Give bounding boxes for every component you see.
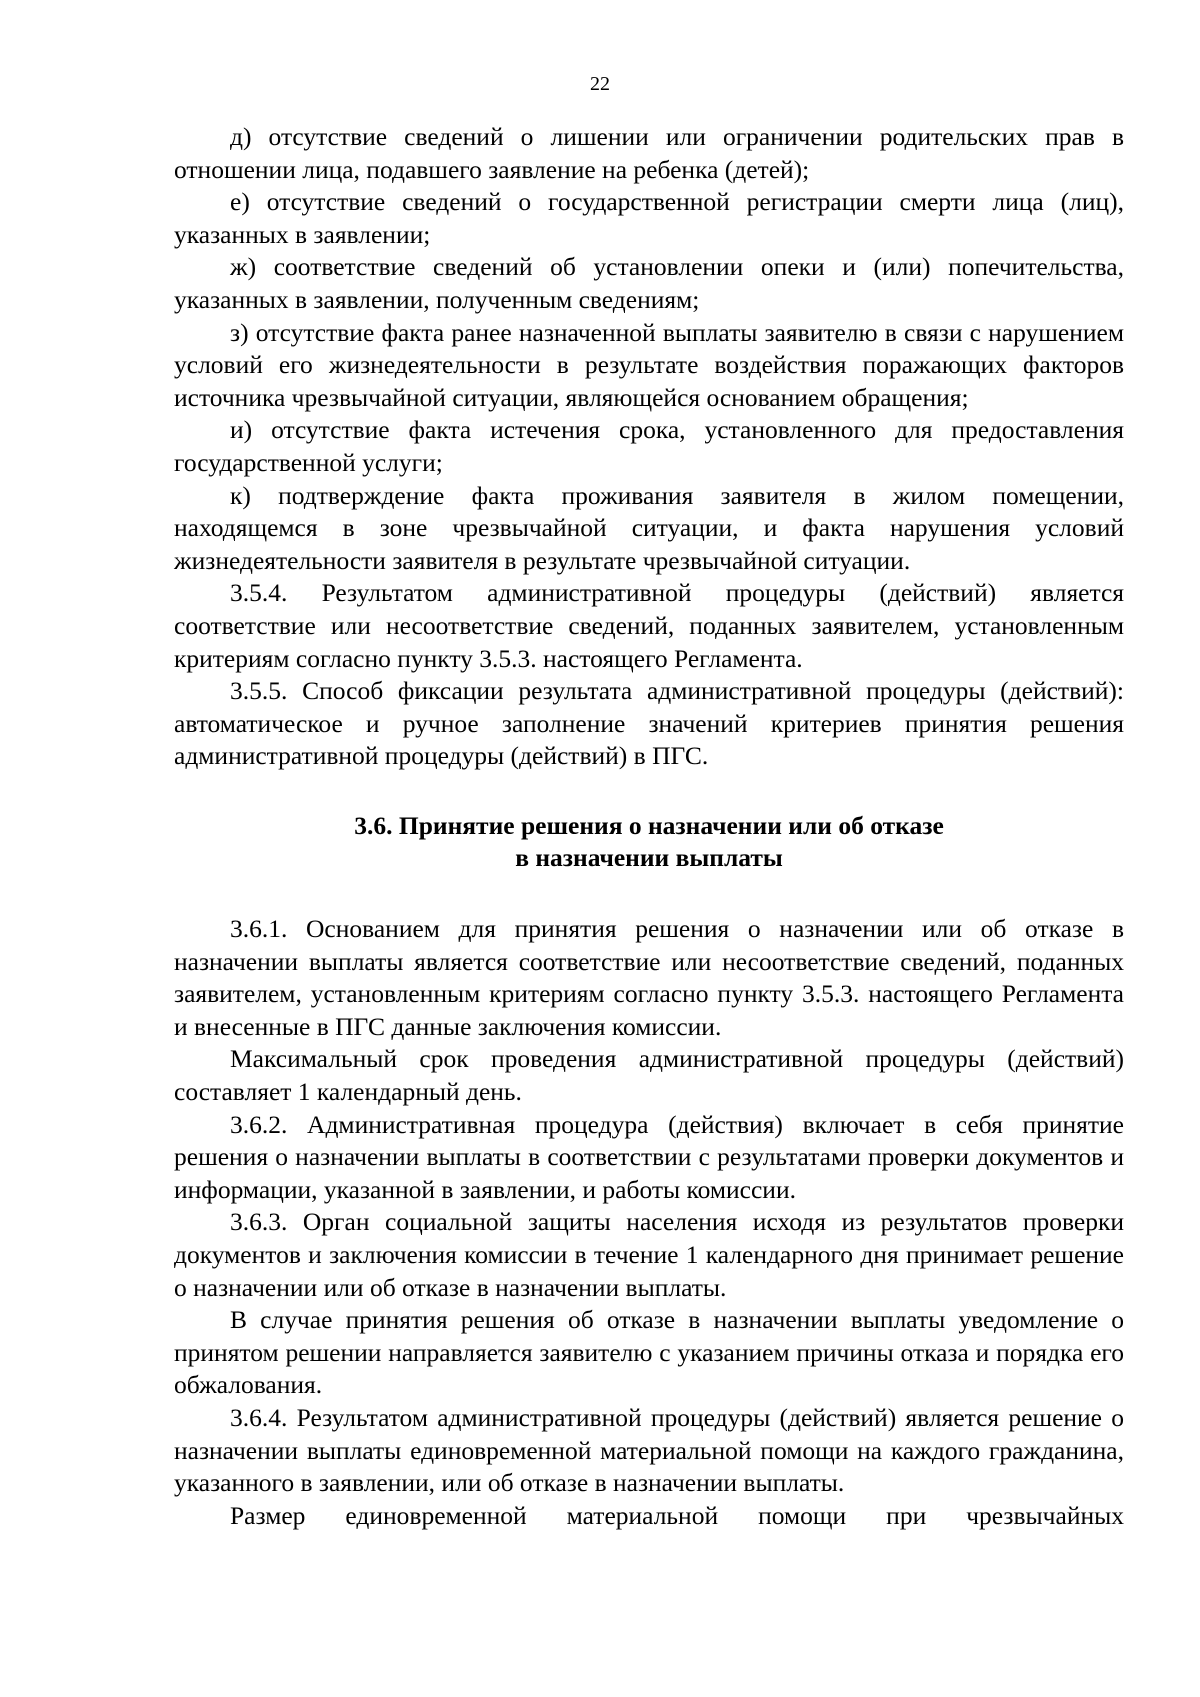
paragraph-zh: ж) соответствие сведений об установлении опеки и (или) попечительства, указанных в заявлении, полученным сведениям; — [174, 252, 1124, 314]
section-heading-3-6 — [174, 810, 1124, 875]
document-body — [174, 121, 1124, 1532]
paragraph-3-6-4: 3.6.4. Результатом административной процедуры (действий) является решение о назначении выплаты единовременной материальной помощи на каждого гражданина, указанного в заявлении, или об отказе в назначении выплаты. — [174, 1402, 1124, 1498]
page-number: 22 — [590, 73, 610, 95]
section-heading-line-1: 3.6. Принятие решения о назначении или об отказе — [354, 810, 944, 840]
paragraph-max-term: Максимальный срок проведения административной процедуры (действий) составляет 1 календарный день. — [174, 1044, 1124, 1107]
paragraph-e: е) отсутствие сведений о государственной регистрации смерти лица (лиц), указанных в заявлении; — [174, 187, 1124, 249]
paragraph-k: к) подтверждение факта проживания заявителя в жилом помещении, находящемся в зоне чрезвычайной ситуации, и факта нарушения условий жизнедеятельности заявителя в результате чрезвычайной ситуации. — [174, 480, 1124, 575]
paragraph-3-6-2: 3.6.2. Административная процедура (действия) включает в себя принятие решения о назначении выплаты в соответствии с результатами проверки документов и информации, указанной в заявлении, и работы комиссии. — [174, 1109, 1124, 1204]
paragraph-3-5-5: 3.5.5. Способ фиксации результата административной процедуры (действий): автоматическое и ручное заполнение значений критериев принятия решения административной процедуры (действий) в ПГС. — [174, 676, 1124, 771]
paragraph-i: и) отсутствие факта истечения срока, установленного для предоставления государственной услуги; — [174, 415, 1124, 477]
section-heading-line-2: в назначении выплаты — [515, 843, 783, 873]
paragraph-3-5-4: 3.5.4. Результатом административной процедуры (действий) является соответствие или несоответствие сведений, поданных заявителем, установленным критериям согласно пункту 3.5.3. настоящего Регламента. — [174, 578, 1124, 673]
paragraph-aid-amount: Размер единовременной материальной помощи при чрезвычайных — [230, 1500, 1124, 1530]
paragraph-3-6-3: 3.6.3. Орган социальной защиты населения исходя из результатов проверки документов и заключения комиссии в течение 1 календарного дня принимает решение о назначении или об отказе в назначении выплаты. — [174, 1207, 1124, 1302]
paragraph-z: з) отсутствие факта ранее назначенной выплаты заявителю в связи с нарушением условий его жизнедеятельности в результате воздействия поражающих факторов источника чрезвычайной ситуации, являющейся основанием обращения; — [174, 317, 1124, 412]
paragraph-3-6-1: 3.6.1. Основанием для принятия решения о назначении или об отказе в назначении выплаты является соответствие или несоответствие сведений, поданных заявителем, установленным критериям согласно пункту 3.5.3. настоящего Регламента и внесенные в ПГС данные заключения комиссии. — [174, 914, 1124, 1041]
paragraph-d: д) отсутствие сведений о лишении или ограничении родительских прав в отношении лица, подавшего заявление на ребенка (детей); — [174, 122, 1124, 184]
paragraph-refusal-notice: В случае принятия решения об отказе в назначении выплаты уведомление о принятом решении направляется заявителю с указанием причины отказа и порядка его обжалования. — [174, 1305, 1124, 1400]
